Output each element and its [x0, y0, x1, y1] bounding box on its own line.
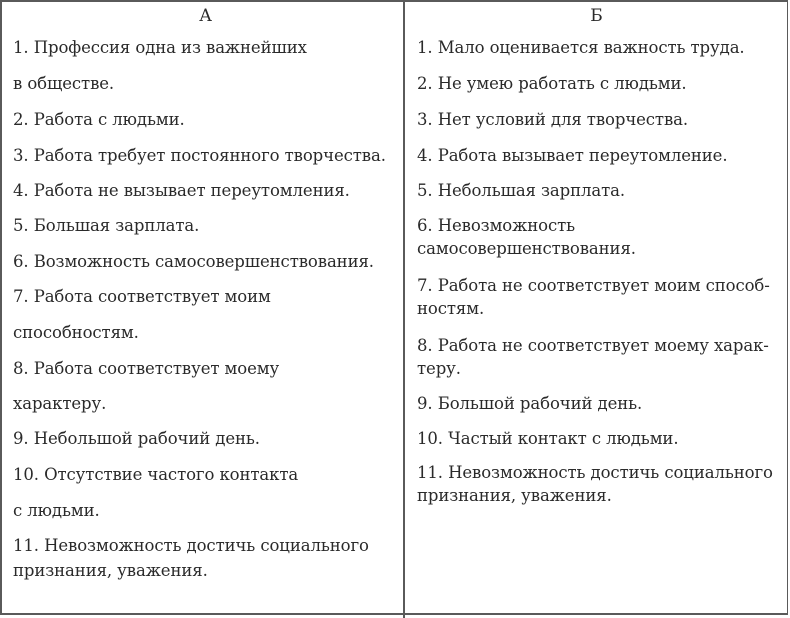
- column-b-item-10: 10. Частый контакт с людьми.: [417, 429, 679, 448]
- column-a-item-8-line-1: 8. Работа соответствует моему: [13, 359, 280, 378]
- column-b-item-7-line-2: ностям.: [417, 299, 485, 318]
- column-b-item-7-line-1: 7. Работа не соответствует моим способ-: [417, 276, 770, 295]
- column-a-item-6: 6. Возможность самосовершенствования.: [13, 252, 374, 271]
- column-a-item-7-line-2: способностям.: [13, 323, 139, 342]
- column-b-item-1: 1. Мало оценивается важность труда.: [417, 38, 745, 57]
- column-b-header: Б: [590, 6, 603, 26]
- column-a-item-7-line-1: 7. Работа соответствует моим: [13, 287, 271, 306]
- column-divider: [403, 0, 405, 618]
- column-a-header: А: [199, 6, 212, 26]
- column-a-item-11-line-1: 11. Невозможность достичь социального: [13, 536, 369, 555]
- column-b-item-5: 5. Небольшая зарплата.: [417, 181, 626, 200]
- column-b-item-11-line-1: 11. Невозможность достичь социального: [417, 463, 773, 482]
- column-a-item-9: 9. Небольшой рабочий день.: [13, 429, 260, 448]
- column-b-item-6-line-2: самосовершенствования.: [417, 239, 636, 258]
- column-a-item-11-line-2: признания, уважения.: [13, 561, 208, 580]
- column-a-item-3: 3. Работа требует постоянного творчества.: [13, 146, 386, 165]
- column-b-item-6-line-1: 6. Невозможность: [417, 216, 575, 235]
- column-a-item-1-line-2: в обществе.: [13, 74, 115, 93]
- column-b-item-9: 9. Большой рабочий день.: [417, 394, 643, 413]
- column-b-item-3: 3. Нет условий для творчества.: [417, 110, 689, 129]
- column-b-item-8-line-1: 8. Работа не соответствует моему харак-: [417, 336, 769, 355]
- column-b-item-8-line-2: теру.: [417, 359, 461, 378]
- column-a-item-1-line-1: 1. Профессия одна из важнейших: [13, 38, 307, 57]
- column-a-item-4: 4. Работа не вызывает переутомления.: [13, 181, 350, 200]
- column-a-item-10-line-2: с людьми.: [13, 501, 100, 520]
- column-a-item-2: 2. Работа с людьми.: [13, 110, 185, 129]
- column-b-item-4: 4. Работа вызывает переутомление.: [417, 146, 728, 165]
- column-a-item-8-line-2: характеру.: [13, 394, 107, 413]
- column-b-item-2: 2. Не умею работать с людьми.: [417, 74, 687, 93]
- column-b-item-11-line-2: признания, уважения.: [417, 486, 612, 505]
- column-a-item-10-line-1: 10. Отсутствие частого контакта: [13, 465, 299, 484]
- column-a-item-5: 5. Большая зарплата.: [13, 216, 200, 235]
